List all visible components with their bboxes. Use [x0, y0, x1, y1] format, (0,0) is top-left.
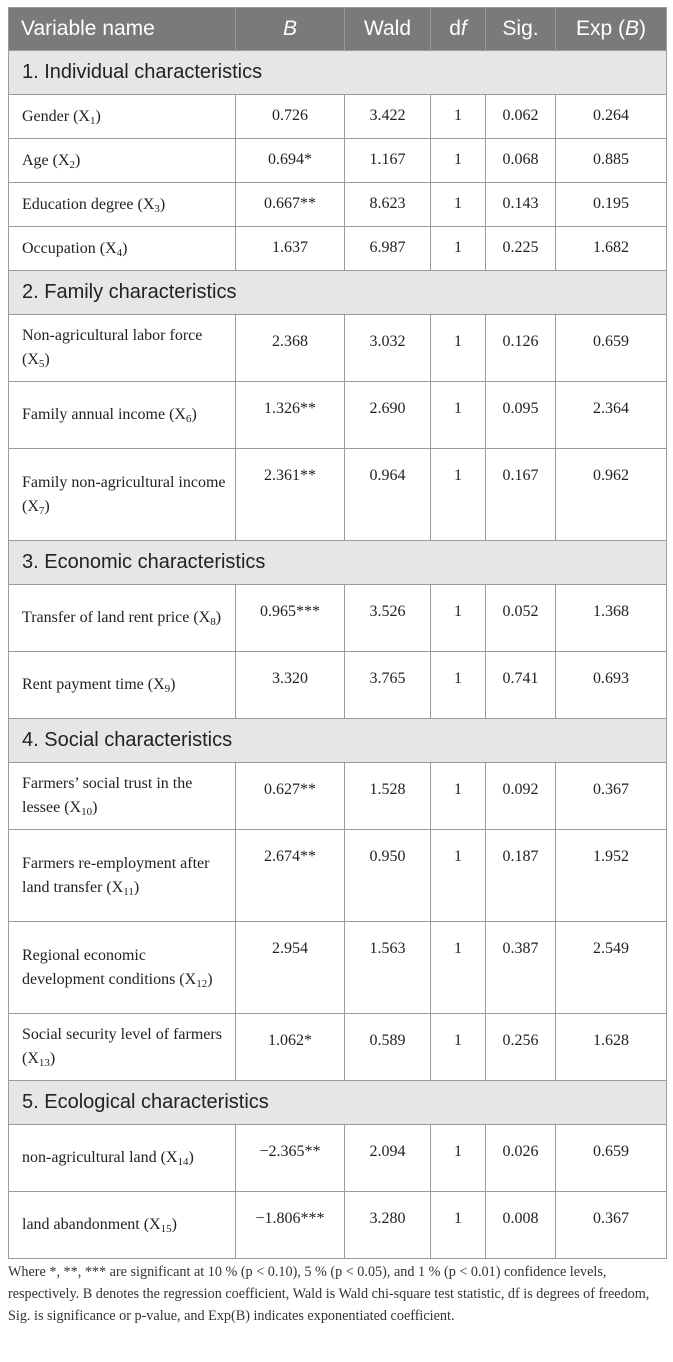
exp-b-value: 0.885: [556, 139, 667, 183]
table-row: [9, 95, 667, 139]
sig-value: 0.068: [486, 139, 556, 183]
table-row: [9, 585, 667, 652]
wald-value: 8.623: [345, 183, 431, 227]
b-value: 0.694*: [236, 139, 345, 183]
table-row: [9, 652, 667, 719]
sig-value: 0.008: [486, 1192, 556, 1259]
header-df: [431, 8, 486, 51]
table-footnote: Where *, **, *** are significant at 10 % (p < 0.10), 5 % (p < 0.05), and 1 % (p < 0.01) confidence levels, respectively. B denotes the regression coefficient, Wald is Wald chi-square test statistic, df is degrees of freedom, Sig. is significance or p-value, and Exp(B) indicates exponentiated coefficient.: [8, 1264, 650, 1324]
sig-value: 0.126: [486, 315, 556, 382]
header-exp-b-italic: B: [625, 17, 640, 40]
section-title: 2. Family characteristics: [9, 271, 667, 315]
b-value: 2.674**: [236, 830, 345, 922]
section-row-individual: [9, 51, 667, 95]
b-value: 1.637: [236, 227, 345, 271]
sig-value: 0.256: [486, 1014, 556, 1081]
df-value: 1: [431, 922, 486, 1014]
variable-name: Rent payment time $(X_9)$: [9, 652, 236, 719]
exp-b-value: 0.962: [556, 449, 667, 541]
section-row-social: [9, 719, 667, 763]
variable-name: Farmers re-employment after land transfer $(X_{11})$: [9, 830, 236, 922]
b-value: 3.320: [236, 652, 345, 719]
wald-value: 2.094: [345, 1125, 431, 1192]
exp-b-value: 1.368: [556, 585, 667, 652]
header-df-f: f: [460, 17, 467, 40]
header-exp-prefix: Exp (: [575, 17, 625, 40]
wald-value: 3.280: [345, 1192, 431, 1259]
sig-value: 0.062: [486, 95, 556, 139]
header-wald: Wald: [345, 8, 431, 51]
df-value: 1: [431, 830, 486, 922]
exp-b-value: 0.659: [556, 1125, 667, 1192]
table-row: [9, 922, 667, 1014]
b-value: 2.361**: [236, 449, 345, 541]
variable-name: Non-agricultural labor force $(X_5)$: [9, 315, 236, 382]
header-sig: Sig.: [486, 8, 556, 51]
b-value: 2.954: [236, 922, 345, 1014]
df-value: 1: [431, 652, 486, 719]
df-value: 1: [431, 449, 486, 541]
wald-value: 6.987: [345, 227, 431, 271]
b-value: 2.368: [236, 315, 345, 382]
header-exp-b: [556, 8, 667, 51]
df-value: 1: [431, 763, 486, 830]
table-row: [9, 1192, 667, 1259]
header-row: [9, 8, 667, 51]
df-value: 1: [431, 315, 486, 382]
wald-value: 3.526: [345, 585, 431, 652]
table-row: [9, 183, 667, 227]
wald-value: 3.032: [345, 315, 431, 382]
wald-value: 3.422: [345, 95, 431, 139]
exp-b-value: 2.549: [556, 922, 667, 1014]
exp-b-value: 2.364: [556, 382, 667, 449]
variable-name: Age $(X_2)$: [9, 139, 236, 183]
wald-value: 1.563: [345, 922, 431, 1014]
b-value: 0.965***: [236, 585, 345, 652]
sig-value: 0.026: [486, 1125, 556, 1192]
variable-name: land abandonment $(X_{15})$: [9, 1192, 236, 1259]
b-value: 0.627**: [236, 763, 345, 830]
df-value: 1: [431, 1125, 486, 1192]
b-value: 0.726: [236, 95, 345, 139]
b-value: 0.667**: [236, 183, 345, 227]
df-value: 1: [431, 1192, 486, 1259]
section-row-ecological: [9, 1081, 667, 1125]
section-row-economic: [9, 541, 667, 585]
exp-b-value: 1.682: [556, 227, 667, 271]
sig-value: 0.143: [486, 183, 556, 227]
table-row: [9, 1125, 667, 1192]
wald-value: 0.950: [345, 830, 431, 922]
header-b-text: B: [282, 17, 297, 40]
exp-b-value: 0.264: [556, 95, 667, 139]
section-title: 4. Social characteristics: [9, 719, 667, 763]
table-row: [9, 763, 667, 830]
exp-b-value: 1.952: [556, 830, 667, 922]
sig-value: 0.741: [486, 652, 556, 719]
variable-name: Social security level of farmers $(X_{13})$: [9, 1014, 236, 1081]
exp-b-value: 0.367: [556, 763, 667, 830]
table-row: [9, 830, 667, 922]
wald-value: 1.167: [345, 139, 431, 183]
header-exp-suffix: ): [639, 17, 647, 40]
sig-value: 0.052: [486, 585, 556, 652]
variable-name: non-agricultural land $(X_{14})$: [9, 1125, 236, 1192]
df-value: 1: [431, 585, 486, 652]
b-value: −1.806***: [236, 1192, 345, 1259]
sig-value: 0.187: [486, 830, 556, 922]
df-value: 1: [431, 382, 486, 449]
section-title: 3. Economic characteristics: [9, 541, 667, 585]
wald-value: 1.528: [345, 763, 431, 830]
sig-value: 0.387: [486, 922, 556, 1014]
variable-name: Transfer of land rent price $(X_8)$: [9, 585, 236, 652]
header-df-d: d: [449, 17, 461, 40]
b-value: 1.062*: [236, 1014, 345, 1081]
b-value: 1.326**: [236, 382, 345, 449]
variable-name: Gender $(X_1)$: [9, 95, 236, 139]
exp-b-value: 0.195: [556, 183, 667, 227]
exp-b-value: 0.367: [556, 1192, 667, 1259]
sig-value: 0.092: [486, 763, 556, 830]
sig-value: 0.095: [486, 382, 556, 449]
table-row: [9, 382, 667, 449]
section-row-family: [9, 271, 667, 315]
table-row: [9, 449, 667, 541]
variable-name: Family non-agricultural income $(X_7)$: [9, 449, 236, 541]
df-value: 1: [431, 139, 486, 183]
exp-b-value: 1.628: [556, 1014, 667, 1081]
b-value: −2.365**: [236, 1125, 345, 1192]
df-value: 1: [431, 1014, 486, 1081]
variable-name: Family annual income $(X_6)$: [9, 382, 236, 449]
variable-name: Education degree $(X_3)$: [9, 183, 236, 227]
sig-value: 0.225: [486, 227, 556, 271]
wald-value: 0.589: [345, 1014, 431, 1081]
exp-b-value: 0.659: [556, 315, 667, 382]
header-b: [236, 8, 345, 51]
variable-name: Regional economic development conditions $(X_{12})$: [9, 922, 236, 1014]
table-row: [9, 227, 667, 271]
regression-table: [8, 7, 667, 1259]
wald-value: 3.765: [345, 652, 431, 719]
df-value: 1: [431, 95, 486, 139]
wald-value: 0.964: [345, 449, 431, 541]
variable-name: Farmers’ social trust in the lessee $(X_{10})$: [9, 763, 236, 830]
sig-value: 0.167: [486, 449, 556, 541]
section-title: 1. Individual characteristics: [9, 51, 667, 95]
wald-value: 2.690: [345, 382, 431, 449]
table-row: [9, 315, 667, 382]
df-value: 1: [431, 227, 486, 271]
df-value: 1: [431, 183, 486, 227]
header-variable-name: Variable name: [9, 8, 236, 51]
variable-name: Occupation $(X_4)$: [9, 227, 236, 271]
exp-b-value: 0.693: [556, 652, 667, 719]
section-title: 5. Ecological characteristics: [9, 1081, 667, 1125]
table-row: [9, 1014, 667, 1081]
table-row: [9, 139, 667, 183]
